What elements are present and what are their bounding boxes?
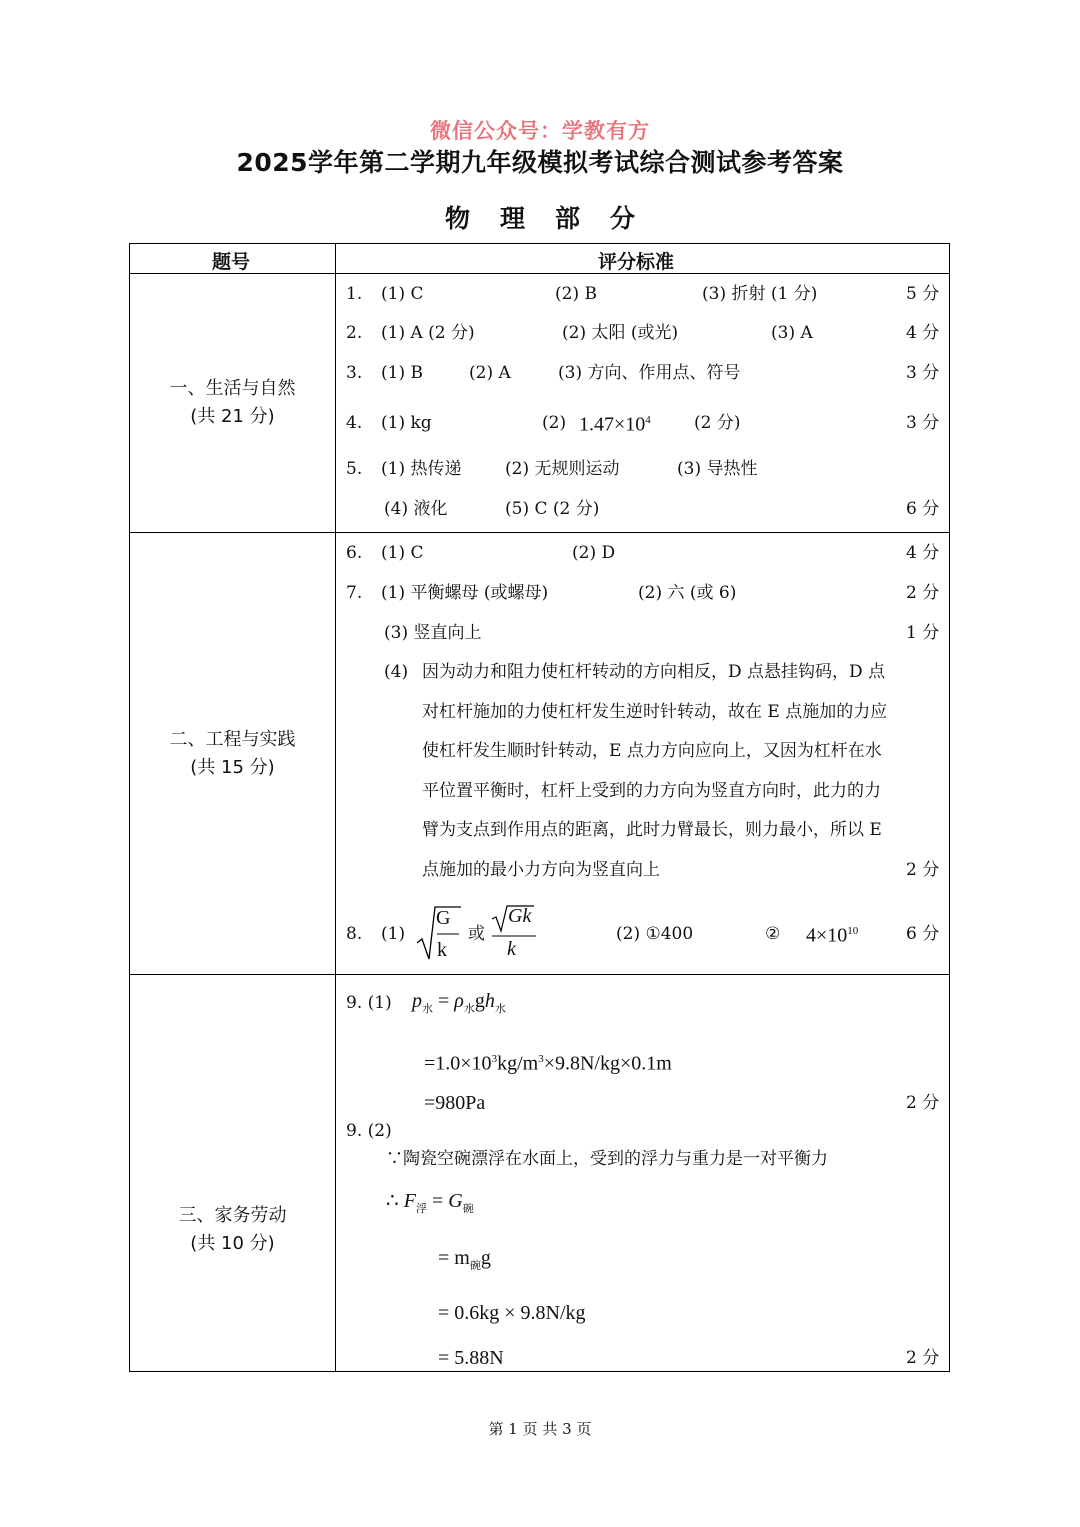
column-header-criteria: 评分标准: [598, 251, 675, 273]
table-row-divider: [129, 974, 950, 975]
score: 2 分: [906, 860, 940, 880]
table-row-divider: [129, 532, 950, 533]
score: 3 分: [906, 413, 940, 433]
score: 1 分: [906, 623, 940, 643]
section-label: 一、生活与自然 (共 21 分): [169, 378, 296, 427]
score: 3 分: [906, 363, 940, 383]
page-footer: 第 1 页 共 3 页: [488, 1420, 592, 1438]
section-label: 三、家务劳动 (共 10 分): [178, 1205, 287, 1254]
score: 4 分: [906, 323, 940, 343]
score: 6 分: [906, 924, 940, 944]
score: 2 分: [906, 583, 940, 603]
score: 2 分: [906, 1348, 940, 1368]
score: 6 分: [906, 499, 940, 519]
column-header-question: 题号: [212, 251, 251, 273]
score: 4 分: [906, 543, 940, 563]
document-title: 2025学年第二学期九年级模拟考试综合测试参考答案: [236, 148, 844, 177]
watermark: 微信公众号：学教有方: [430, 119, 650, 143]
section-label: 二、工程与实践 (共 15 分): [169, 729, 296, 778]
document-subtitle: 物理部分: [444, 204, 665, 233]
score: 2 分: [906, 1093, 940, 1113]
table-column-divider: [335, 243, 336, 1372]
score: 5 分: [906, 284, 940, 304]
table-header-divider: [129, 273, 950, 274]
